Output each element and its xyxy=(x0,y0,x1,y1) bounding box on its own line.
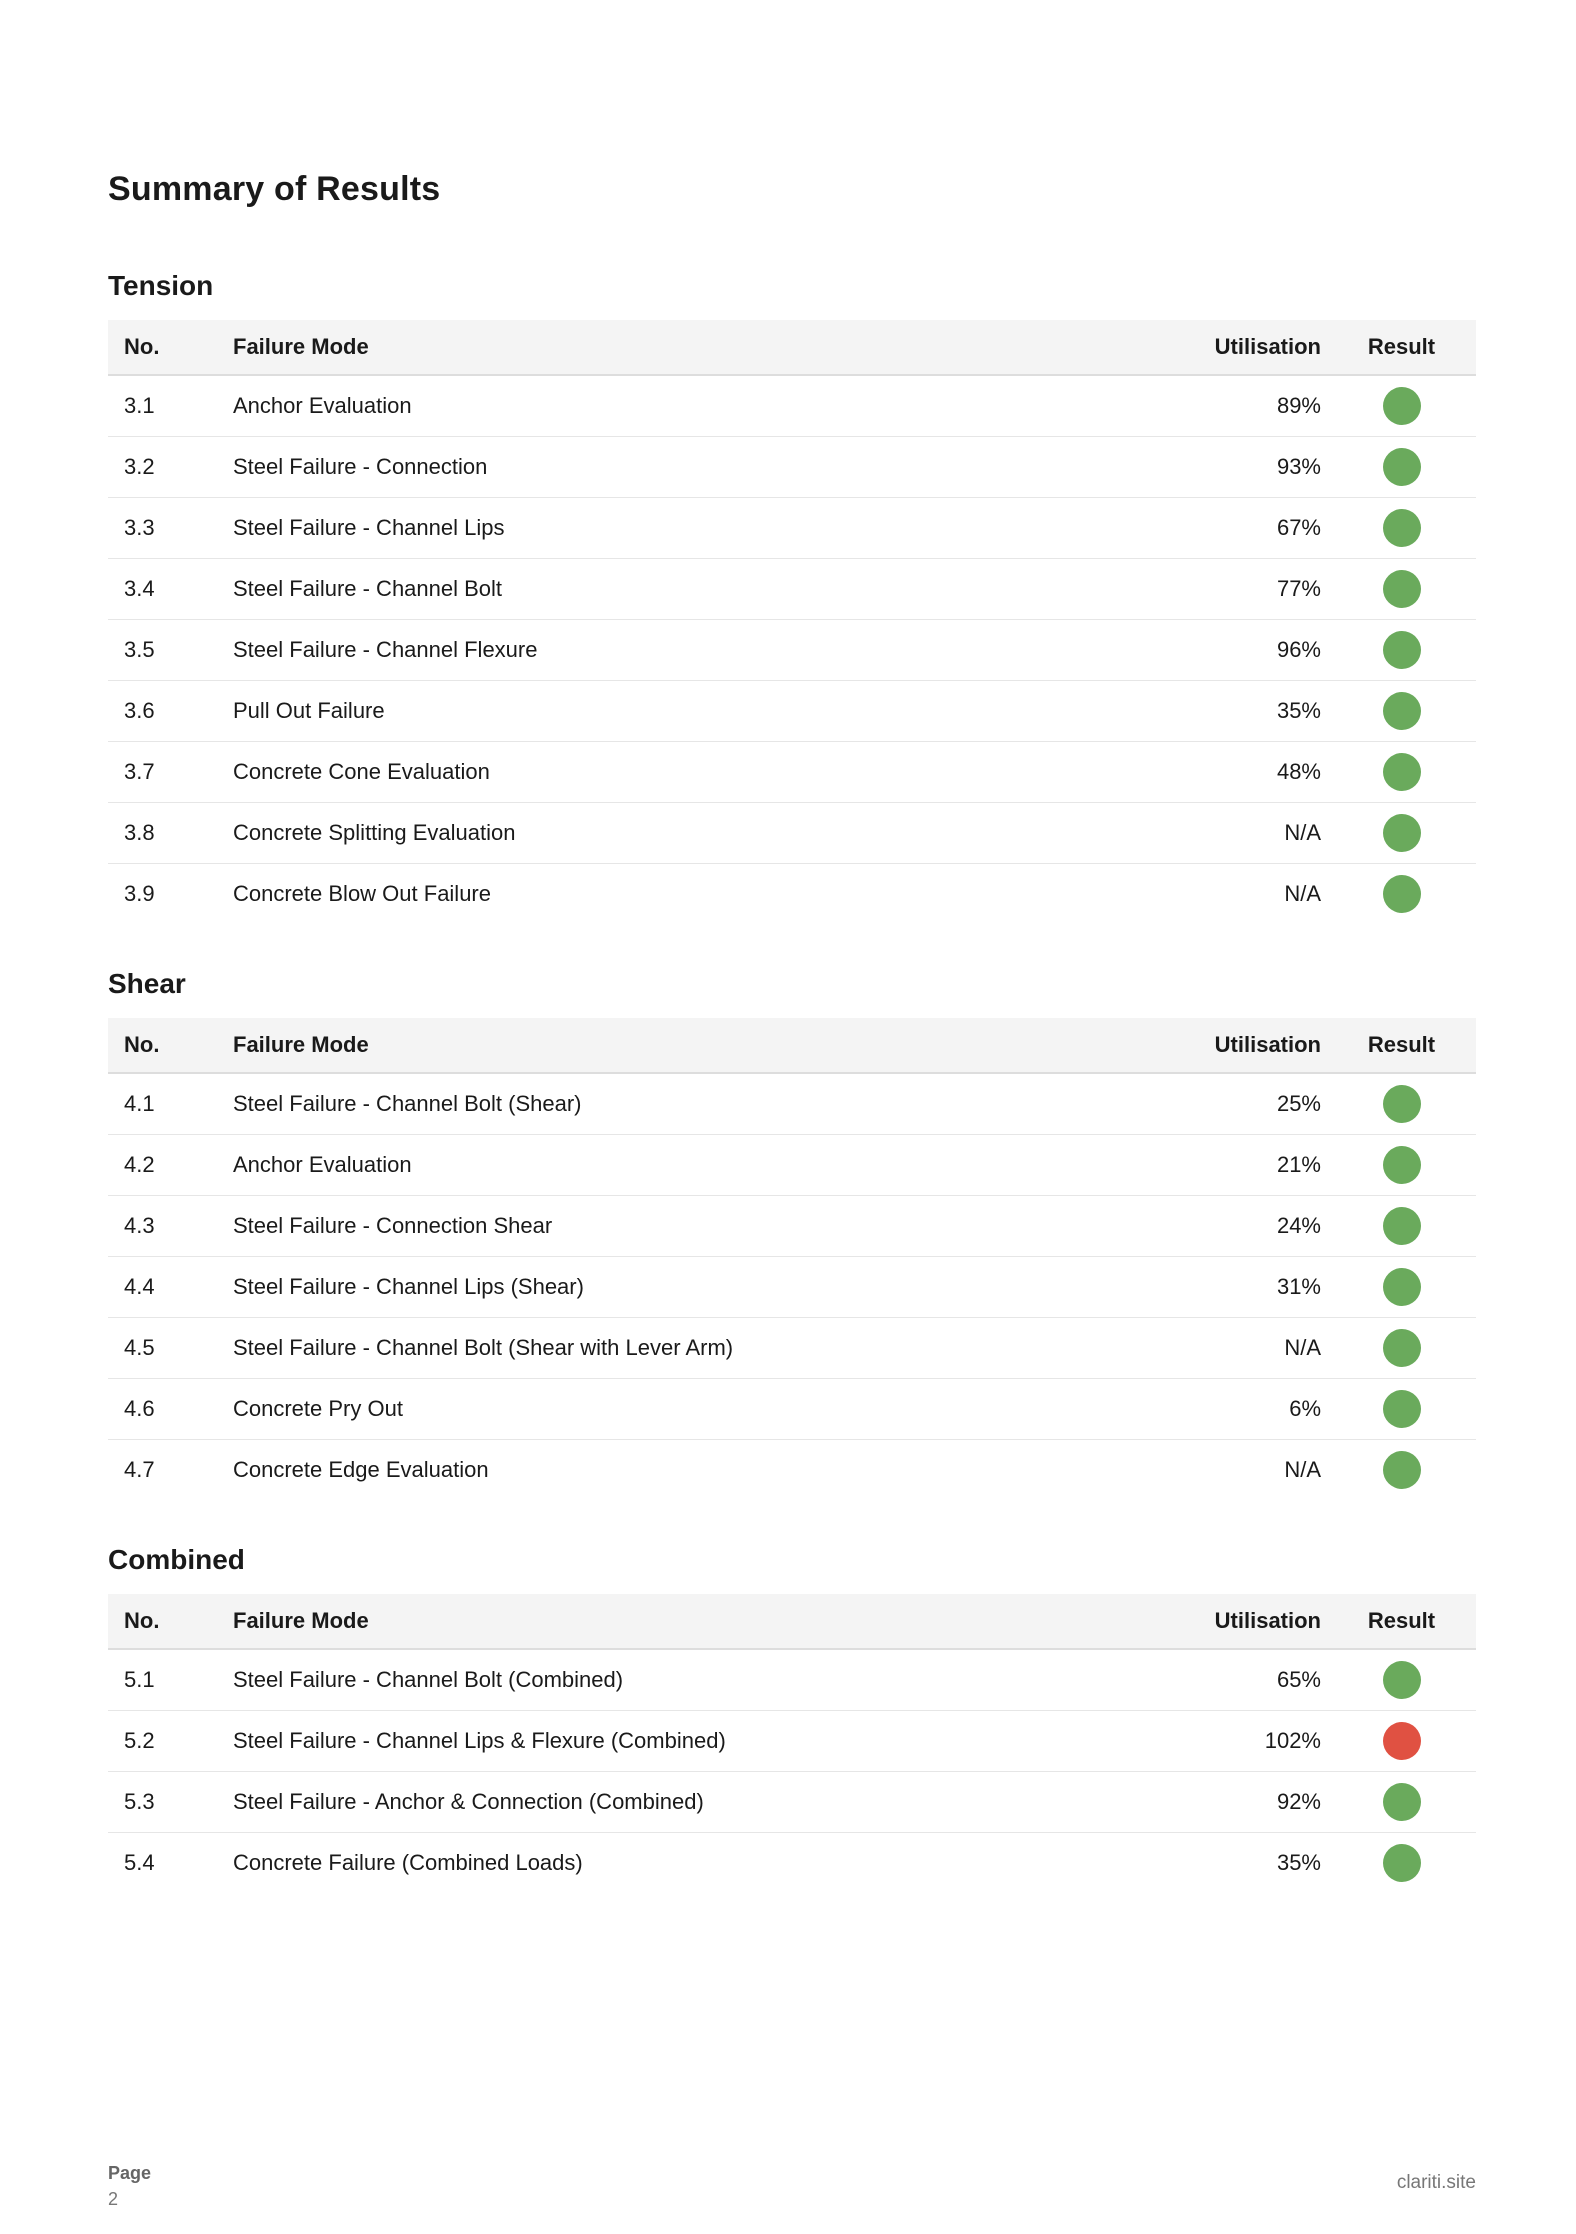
table-row xyxy=(108,559,1476,620)
table-row xyxy=(108,742,1476,803)
failure-mode: Concrete Failure (Combined Loads) xyxy=(233,1850,583,1875)
result-pass-indicator xyxy=(1383,1329,1421,1367)
result-cell xyxy=(1327,1135,1476,1196)
utilisation-value: 24% xyxy=(1192,1196,1327,1257)
failure-mode: Concrete Splitting Evaluation xyxy=(217,803,1192,864)
page-title: Summary of Results xyxy=(108,170,441,208)
results-section-combined xyxy=(108,1538,1476,1893)
results-section-shear xyxy=(108,962,1476,1500)
failure-mode: Steel Failure - Channel Bolt (Shear) xyxy=(217,1073,1192,1135)
failure-mode: Concrete Pry Out xyxy=(217,1379,1192,1440)
result-pass-indicator xyxy=(1383,814,1421,852)
table-row xyxy=(108,864,1476,925)
result-pass-indicator xyxy=(1383,509,1421,547)
row-number: 3.4 xyxy=(108,559,217,620)
result-pass-indicator xyxy=(1383,570,1421,608)
utilisation-value: N/A xyxy=(1284,1457,1321,1482)
failure-mode: Pull Out Failure xyxy=(217,681,1192,742)
row-number: 4.1 xyxy=(108,1073,217,1135)
column-header-result: Result xyxy=(1327,320,1476,375)
section-title: Combined xyxy=(108,1544,245,1575)
footer-page-number: 2 xyxy=(108,2189,119,2209)
failure-mode: Steel Failure - Channel Bolt xyxy=(217,559,1192,620)
result-cell xyxy=(1327,1196,1476,1257)
failure-mode: Anchor Evaluation xyxy=(217,1135,1192,1196)
result-cell xyxy=(1327,1379,1476,1440)
results-table xyxy=(108,1594,1476,1893)
table-row xyxy=(108,1318,1476,1379)
table-row xyxy=(108,437,1476,498)
row-number: 4.2 xyxy=(108,1135,217,1196)
utilisation-value: 48% xyxy=(1192,742,1327,803)
utilisation-value: 6% xyxy=(1192,1379,1327,1440)
row-number: 5.4 xyxy=(124,1850,155,1875)
result-cell xyxy=(1327,864,1476,925)
result-pass-indicator xyxy=(1383,875,1421,913)
table-row xyxy=(108,1440,1476,1501)
row-number: 3.2 xyxy=(108,437,217,498)
result-pass-indicator xyxy=(1383,1451,1421,1489)
result-cell xyxy=(1327,1649,1476,1711)
utilisation-value: N/A xyxy=(1284,881,1321,906)
table-row xyxy=(108,1772,1476,1833)
footer-page-indicator xyxy=(108,2160,151,2212)
utilisation-value: 77% xyxy=(1192,559,1327,620)
result-cell xyxy=(1327,1772,1476,1833)
row-number: 3.5 xyxy=(108,620,217,681)
failure-mode: Steel Failure - Channel Lips xyxy=(217,498,1192,559)
table-row xyxy=(108,1257,1476,1318)
result-cell xyxy=(1327,437,1476,498)
utilisation-value: 89% xyxy=(1192,375,1327,437)
result-cell xyxy=(1327,498,1476,559)
result-pass-indicator xyxy=(1383,1844,1421,1882)
result-pass-indicator xyxy=(1383,1146,1421,1184)
row-number: 4.7 xyxy=(124,1457,155,1482)
utilisation-value: N/A xyxy=(1192,1318,1327,1379)
section-title: Tension xyxy=(108,270,214,301)
utilisation-value: 92% xyxy=(1192,1772,1327,1833)
row-number: 3.1 xyxy=(108,375,217,437)
utilisation-value: 35% xyxy=(1276,1850,1321,1875)
failure-mode: Concrete Blow Out Failure xyxy=(233,881,491,906)
result-pass-indicator xyxy=(1383,1268,1421,1306)
row-number: 3.3 xyxy=(108,498,217,559)
result-pass-indicator xyxy=(1383,692,1421,730)
result-cell xyxy=(1327,681,1476,742)
row-number: 4.3 xyxy=(108,1196,217,1257)
failure-mode: Concrete Edge Evaluation xyxy=(233,1457,489,1482)
result-cell xyxy=(1327,1073,1476,1135)
utilisation-value: N/A xyxy=(1192,803,1327,864)
table-row xyxy=(108,1833,1476,1894)
table-row xyxy=(108,803,1476,864)
row-number: 3.7 xyxy=(108,742,217,803)
row-number: 4.4 xyxy=(108,1257,217,1318)
result-cell xyxy=(1327,1440,1476,1501)
column-header-failure-mode: Failure Mode xyxy=(217,1594,1192,1649)
column-header-no: No. xyxy=(108,1594,217,1649)
table-row xyxy=(108,498,1476,559)
failure-mode: Steel Failure - Channel Lips (Shear) xyxy=(217,1257,1192,1318)
row-number: 5.1 xyxy=(108,1649,217,1711)
table-row xyxy=(108,1711,1476,1772)
row-number: 4.6 xyxy=(108,1379,217,1440)
utilisation-value: 93% xyxy=(1192,437,1327,498)
row-number: 5.3 xyxy=(108,1772,217,1833)
result-pass-indicator xyxy=(1383,1085,1421,1123)
column-header-utilisation: Utilisation xyxy=(1192,1018,1327,1073)
row-number: 3.9 xyxy=(124,881,155,906)
result-cell xyxy=(1327,559,1476,620)
failure-mode: Steel Failure - Channel Flexure xyxy=(217,620,1192,681)
row-number: 4.5 xyxy=(108,1318,217,1379)
table-header-row xyxy=(108,320,1476,375)
result-cell xyxy=(1327,803,1476,864)
column-header-failure-mode: Failure Mode xyxy=(217,1018,1192,1073)
column-header-utilisation: Utilisation xyxy=(1192,320,1327,375)
table-row xyxy=(108,1196,1476,1257)
results-section-tension xyxy=(108,264,1476,924)
result-pass-indicator xyxy=(1383,1661,1421,1699)
result-pass-indicator xyxy=(1383,1783,1421,1821)
failure-mode: Steel Failure - Connection Shear xyxy=(217,1196,1192,1257)
footer-site-link[interactable]: clariti.site xyxy=(1396,2172,1476,2193)
column-header-result: Result xyxy=(1327,1018,1476,1073)
result-cell xyxy=(1327,742,1476,803)
result-fail-indicator xyxy=(1383,1722,1421,1760)
table-header-row xyxy=(108,1018,1476,1073)
row-number: 3.6 xyxy=(108,681,217,742)
utilisation-value: 65% xyxy=(1192,1649,1327,1711)
failure-mode: Steel Failure - Anchor & Connection (Combined) xyxy=(217,1772,1192,1833)
table-row xyxy=(108,375,1476,437)
result-cell xyxy=(1327,1318,1476,1379)
result-cell xyxy=(1327,1711,1476,1772)
table-row xyxy=(108,1649,1476,1711)
result-pass-indicator xyxy=(1383,448,1421,486)
utilisation-value: 31% xyxy=(1192,1257,1327,1318)
utilisation-value: 25% xyxy=(1192,1073,1327,1135)
result-cell xyxy=(1327,1833,1476,1894)
utilisation-value: 102% xyxy=(1192,1711,1327,1772)
footer-page-label: Page xyxy=(108,2163,152,2183)
column-header-no: No. xyxy=(108,320,217,375)
utilisation-value: 67% xyxy=(1192,498,1327,559)
column-header-no: No. xyxy=(108,1018,217,1073)
result-pass-indicator xyxy=(1383,387,1421,425)
failure-mode: Steel Failure - Connection xyxy=(217,437,1192,498)
result-cell xyxy=(1327,1257,1476,1318)
column-header-utilisation: Utilisation xyxy=(1192,1594,1327,1649)
results-table xyxy=(108,1018,1476,1500)
row-number: 5.2 xyxy=(108,1711,217,1772)
result-cell xyxy=(1327,620,1476,681)
utilisation-value: 96% xyxy=(1192,620,1327,681)
table-row xyxy=(108,1379,1476,1440)
failure-mode: Concrete Cone Evaluation xyxy=(217,742,1192,803)
result-pass-indicator xyxy=(1383,1207,1421,1245)
result-pass-indicator xyxy=(1383,1390,1421,1428)
utilisation-value: 21% xyxy=(1192,1135,1327,1196)
result-pass-indicator xyxy=(1383,753,1421,791)
column-header-failure-mode: Failure Mode xyxy=(217,320,1192,375)
failure-mode: Anchor Evaluation xyxy=(217,375,1192,437)
utilisation-value: 35% xyxy=(1192,681,1327,742)
result-pass-indicator xyxy=(1383,631,1421,669)
failure-mode: Steel Failure - Channel Lips & Flexure (Combined) xyxy=(217,1711,1192,1772)
table-header-row xyxy=(108,1594,1476,1649)
table-row xyxy=(108,620,1476,681)
table-row xyxy=(108,1135,1476,1196)
failure-mode: Steel Failure - Channel Bolt (Combined) xyxy=(217,1649,1192,1711)
report-page xyxy=(108,150,1476,1931)
table-row xyxy=(108,681,1476,742)
table-row xyxy=(108,1073,1476,1135)
failure-mode: Steel Failure - Channel Bolt (Shear with Lever Arm) xyxy=(217,1318,1192,1379)
result-cell xyxy=(1327,375,1476,437)
row-number: 3.8 xyxy=(108,803,217,864)
section-title: Shear xyxy=(108,968,186,999)
sections-container xyxy=(108,264,1476,1893)
column-header-result: Result xyxy=(1327,1594,1476,1649)
results-table xyxy=(108,320,1476,924)
